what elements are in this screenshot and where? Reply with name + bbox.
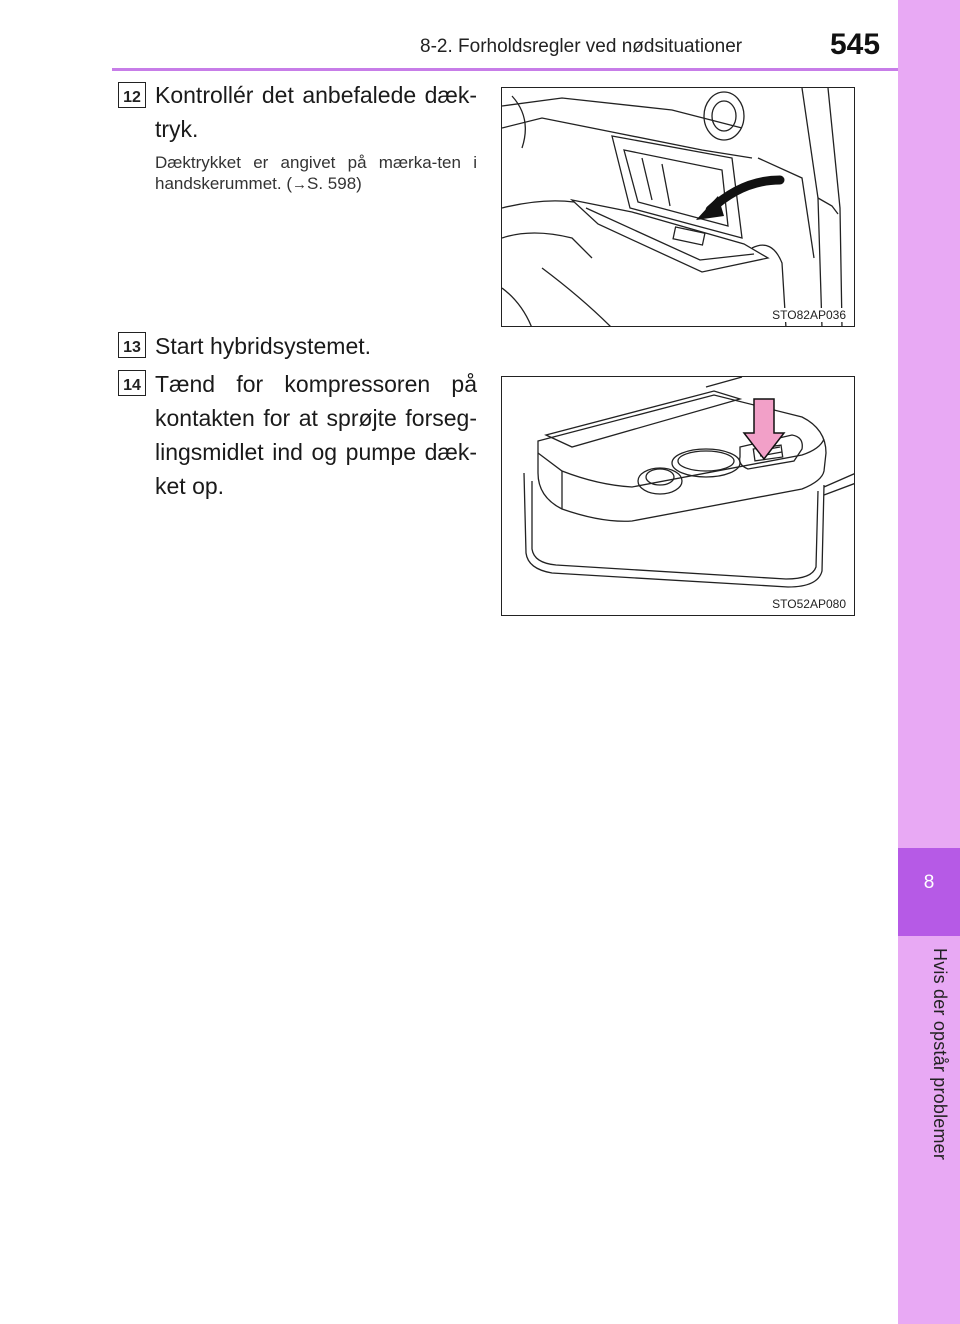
- indicator-arrow: [744, 399, 784, 459]
- step-text-14: Tænd for kompressoren på kontakten for at sprøjte forseg-lingsmidlet ind og pumpe dæk-ket op.: [155, 371, 477, 499]
- page-number: 545: [830, 28, 881, 61]
- step-number-14: 14: [118, 370, 146, 396]
- chapter-number: 8: [923, 872, 935, 893]
- section-title: 8-2. Forholdsregler ved nødsituationer: [420, 36, 743, 57]
- compressor-illustration: [502, 377, 855, 616]
- figure-id: STO52AP080: [772, 597, 846, 611]
- page-reference: S. 598): [307, 174, 362, 193]
- header-rule: [112, 68, 898, 71]
- step-text-12: Kontrollér det anbefalede dæk-tryk.: [155, 82, 477, 142]
- step-number-12: 12: [118, 82, 146, 108]
- glovebox-figure: [501, 87, 855, 327]
- compressor-figure: [501, 376, 855, 616]
- step-number-13: 13: [118, 332, 146, 358]
- note-text-start: Dæktrykket er angivet på mærka-ten i handskerummet. (: [155, 153, 477, 193]
- figure-id: STO82AP036: [772, 308, 846, 322]
- step-note-12: [155, 152, 477, 195]
- glovebox-illustration: [502, 88, 855, 327]
- step-text-13: Start hybridsystemet.: [155, 333, 372, 359]
- arrow-right-icon: →: [292, 176, 307, 193]
- chapter-title: Hvis der opstår problemer: [930, 948, 950, 1161]
